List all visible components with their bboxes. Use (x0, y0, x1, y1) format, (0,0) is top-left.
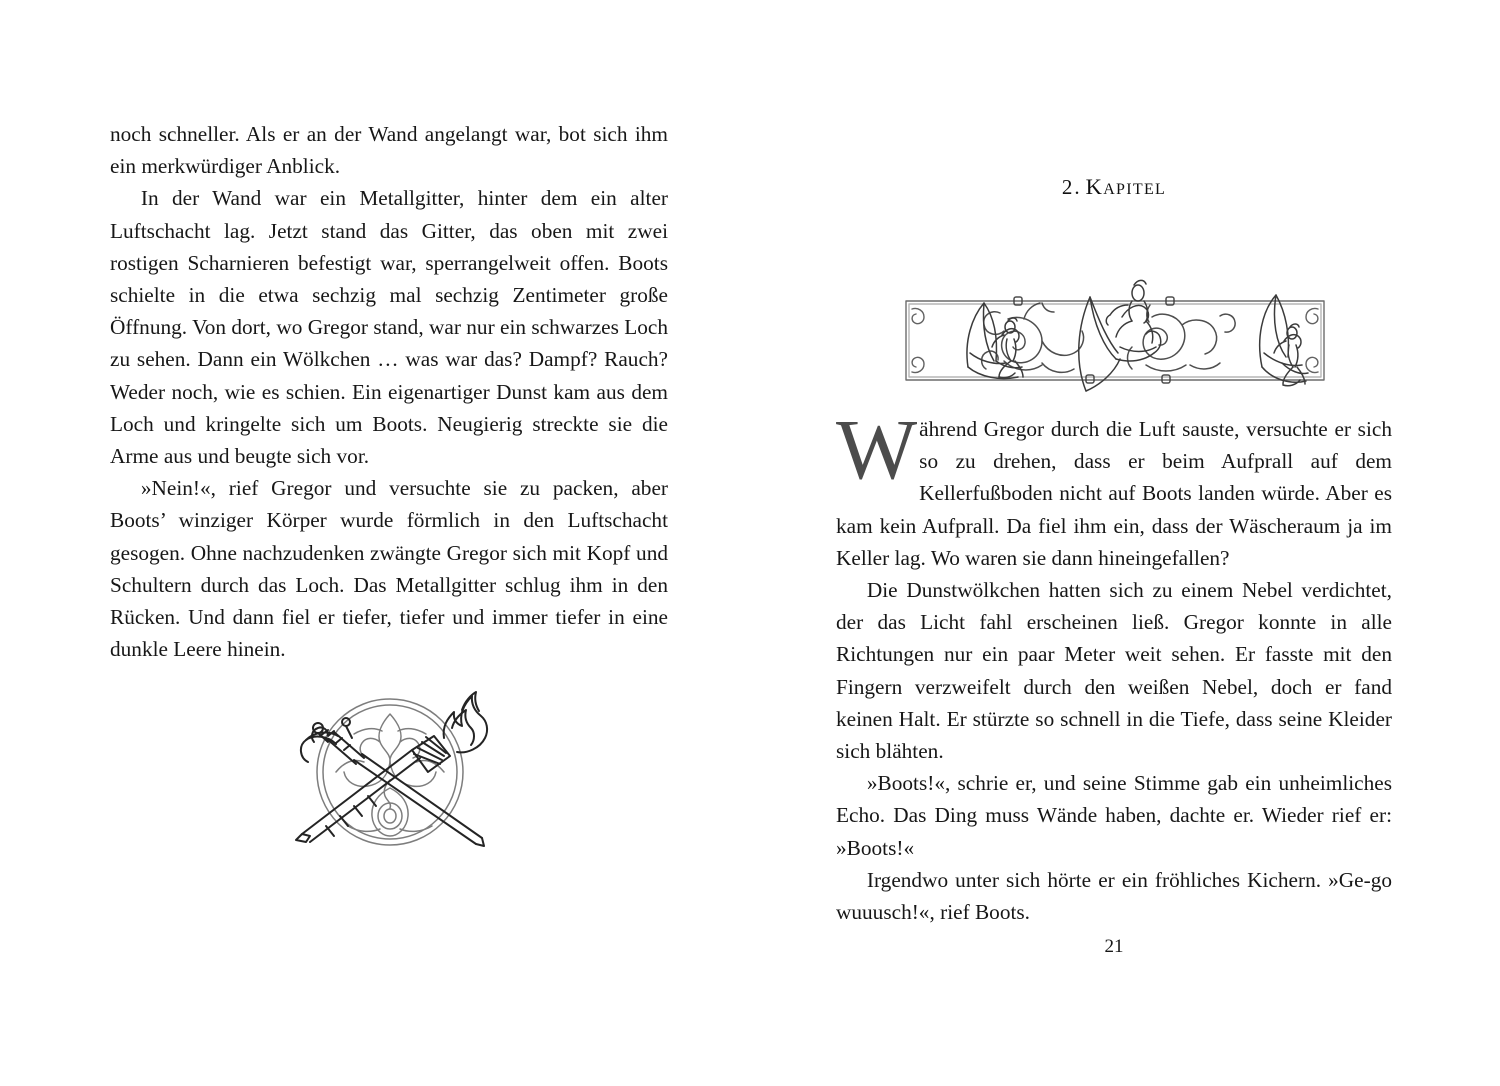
paragraph: »Boots!«, schrie er, und seine Stimme gab ein unheimliches Echo. Das Ding muss Wände haben, dachte er. Wieder rief er: »Boots!« (836, 771, 1392, 860)
bat-rider-left (967, 303, 1023, 379)
page-number: 21 (1104, 936, 1124, 957)
left-page-body-text (110, 118, 668, 665)
paragraph: Irgendwo unter sich hörte er ein fröhliches Kichern. »Ge-go wuuusch!«, rief Boots. (836, 867, 1392, 925)
paragraph: noch schneller. Als er an der Wand angelangt war, bot sich ihm ein merkwürdiger Anblick. (110, 122, 668, 179)
bat-rider-right (1260, 295, 1308, 386)
paragraph-with-dropcap (836, 401, 1392, 574)
paragraph: Die Dunstwölkchen hatten sich zu einem Nebel verdichtet, der das Licht fahl erscheinen ließ. Gregor konnte in alle Richtungen nur ein paar Meter weit sehen. Er fasste mit den Fingern verzweifelt durch den weißen Nebel, doch er fand keinen Halt. Er stürzte so schnell in die Tiefe, dass seine Kleider sich blähten. (836, 578, 1392, 764)
right-page-body-text (836, 401, 1392, 928)
left-page (110, 0, 668, 1086)
paragraph: »Nein!«, rief Gregor und versuchte sie zu packen, aber Boots’ winziger Körper wurde förmlich in den Luftschacht gesogen. Ohne nachzudenken zwängte Gregor sich mit Kopf und Schultern durch das Loch. Das Metallgitter schlug ihm in den Rücken. Und dann fiel er tiefer, tiefer und immer tiefer in eine dunkle Leere hinein. (110, 476, 668, 662)
band-scrollwork (982, 297, 1236, 383)
chapter-number: 2. (1061, 175, 1082, 199)
paragraph-text: ährend Gregor durch die Luft sauste, versuchte er sich so zu drehen, dass er beim Aufprall auf dem Kellerfußboden nicht auf Boots landen würde. Aber es kam kein Aufprall. Da fiel ihm ein, dass der Wäscheraum ja im Keller lag. Wo waren sie dann hineingefallen? (836, 417, 1392, 570)
band-corner-curls (912, 308, 1318, 372)
paragraph: In der Wand war ein Metallgitter, hinter dem ein alter Luftschacht lag. Jetzt stand das Gitter, das oben mit zwei rostigen Scharnieren befestigt war, sperrangelweit offen. Boots schielte in die etwa sechzig mal sechzig Zentimeter große Öffnung. Von dort, wo Gregor stand, war nur ein schwarzes Loch zu sehen. Dann ein Wölkchen … was war das? Dampf? Rauch? Weder noch, wie es schien. Ein eigenartiger Dunst kam aus dem Loch und kringelte sich um Boots. Neugierig streckte sie die Arme aus und beugte sich vor. (110, 186, 668, 469)
emblem-rosette (317, 699, 463, 845)
sword-and-torch-emblem (262, 676, 522, 866)
bat-rider-band (890, 243, 1340, 395)
drop-cap: W (836, 401, 918, 497)
right-page (836, 0, 1392, 1086)
chapter-heading (836, 174, 1392, 200)
chapter-word: Kapitel (1085, 174, 1167, 199)
